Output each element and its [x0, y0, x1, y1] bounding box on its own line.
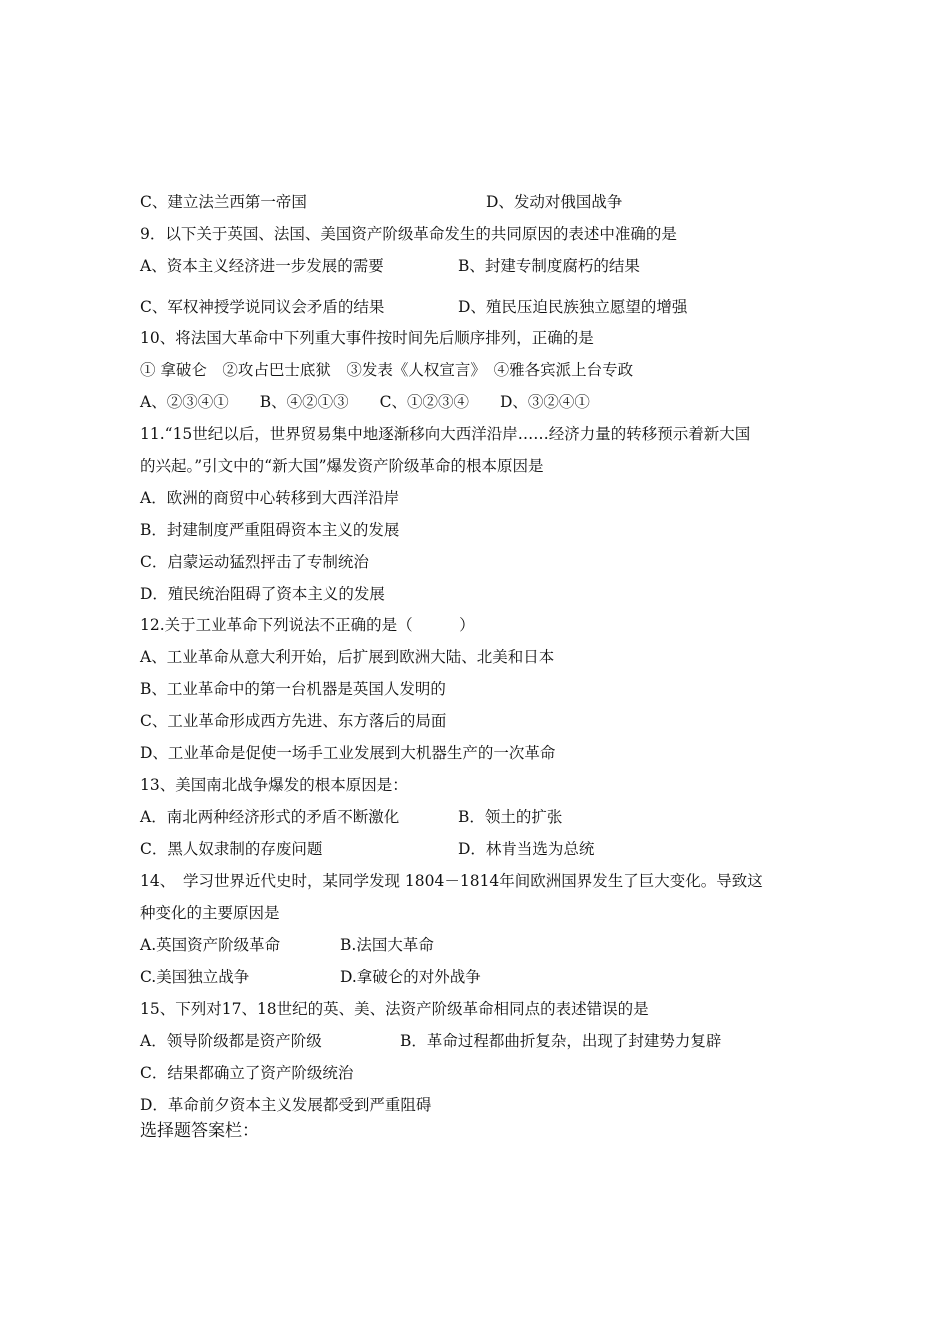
q11-stem-line2: 的兴起。”引文中的“新大国”爆发资产阶级革命的根本原因是: [140, 457, 544, 475]
q15-stem: 15、下列对17、18世纪的英、美、法资产阶级革命相同点的表述错误的是: [140, 1000, 649, 1018]
q9-option-a: A、资本主义经济进一步发展的需要: [140, 257, 384, 275]
q13-option-a: A．南北两种经济形式的矛盾不断激化: [140, 808, 400, 826]
q11-option-a: A．欧洲的商贸中心转移到大西洋沿岸: [140, 489, 400, 507]
q15-option-d: D．革命前夕资本主义发展都受到严重阻碍: [140, 1096, 432, 1114]
q15-option-c: C．结果都确立了资产阶级统治: [140, 1064, 354, 1082]
q10-options: A、②③④① B、④②①③ C、①②③④ D、③②④①: [140, 393, 590, 411]
q15-option-a: A．领导阶级都是资产阶级: [140, 1032, 322, 1050]
q11-option-b: B．封建制度严重阻碍资本主义的发展: [140, 521, 400, 539]
q8-option-c: C、建立法兰西第一帝国: [140, 193, 307, 211]
q13-option-d: D．林肯当选为总统: [458, 840, 595, 858]
q14-option-b: B.法国大革命: [340, 936, 434, 954]
q12-option-c: C、工业革命形成西方先进、东方落后的局面: [140, 712, 447, 730]
q13-option-c: C．黑人奴隶制的存废问题: [140, 840, 323, 858]
q13-option-b: B．领土的扩张: [458, 808, 563, 826]
q14-stem-line2: 种变化的主要原因是: [140, 904, 280, 922]
q12-stem: 12.关于工业革命下列说法不正确的是（ ）: [140, 616, 475, 634]
q9-stem: 9．以下关于英国、法国、美国资产阶级革命发生的共同原因的表述中准确的是: [140, 225, 677, 243]
q10-events: ① 拿破仑 ②攻占巴士底狱 ③发表《人权宣言》 ④雅各宾派上台专政: [140, 361, 634, 379]
q9-option-b: B、封建专制度腐朽的结果: [458, 257, 640, 275]
q8-option-d: D、发动对俄国战争: [486, 193, 623, 211]
q11-option-d: D．殖民统治阻碍了资本主义的发展: [140, 585, 385, 603]
q12-option-b: B、工业革命中的第一台机器是英国人发明的: [140, 680, 446, 698]
q9-option-c: C、军权神授学说同议会矛盾的结果: [140, 298, 385, 316]
q14-option-a: A.英国资产阶级革命: [140, 936, 281, 954]
q12-option-a: A、工业革命从意大利开始，后扩展到欧洲大陆、北美和日本: [140, 648, 555, 666]
q14-stem-line1: 14、 学习世界近代史时，某同学发现 1804－1814年间欧洲国界发生了巨大变化。导致这: [140, 872, 763, 890]
q15-option-b: B．革命过程都曲折复杂，出现了封建势力复辟: [400, 1032, 722, 1050]
answer-section-heading: 选择题答案栏：: [140, 1121, 259, 1141]
q14-option-c: C.美国独立战争: [140, 968, 250, 986]
q13-stem: 13、美国南北战争爆发的根本原因是：: [140, 776, 408, 794]
q12-option-d: D、工业革命是促使一场手工业发展到大机器生产的一次革命: [140, 744, 556, 762]
q14-option-d: D.拿破仑的对外战争: [340, 968, 481, 986]
q11-option-c: C．启蒙运动猛烈抨击了专制统治: [140, 553, 369, 571]
q11-stem-line1: 11.“15世纪以后，世界贸易集中地逐渐移向大西洋沿岸……经济力量的转移预示着新大国: [140, 425, 751, 443]
q9-option-d: D、殖民压迫民族独立愿望的增强: [458, 298, 688, 316]
q10-stem: 10、将法国大革命中下列重大事件按时间先后顺序排列，正确的是: [140, 329, 594, 347]
